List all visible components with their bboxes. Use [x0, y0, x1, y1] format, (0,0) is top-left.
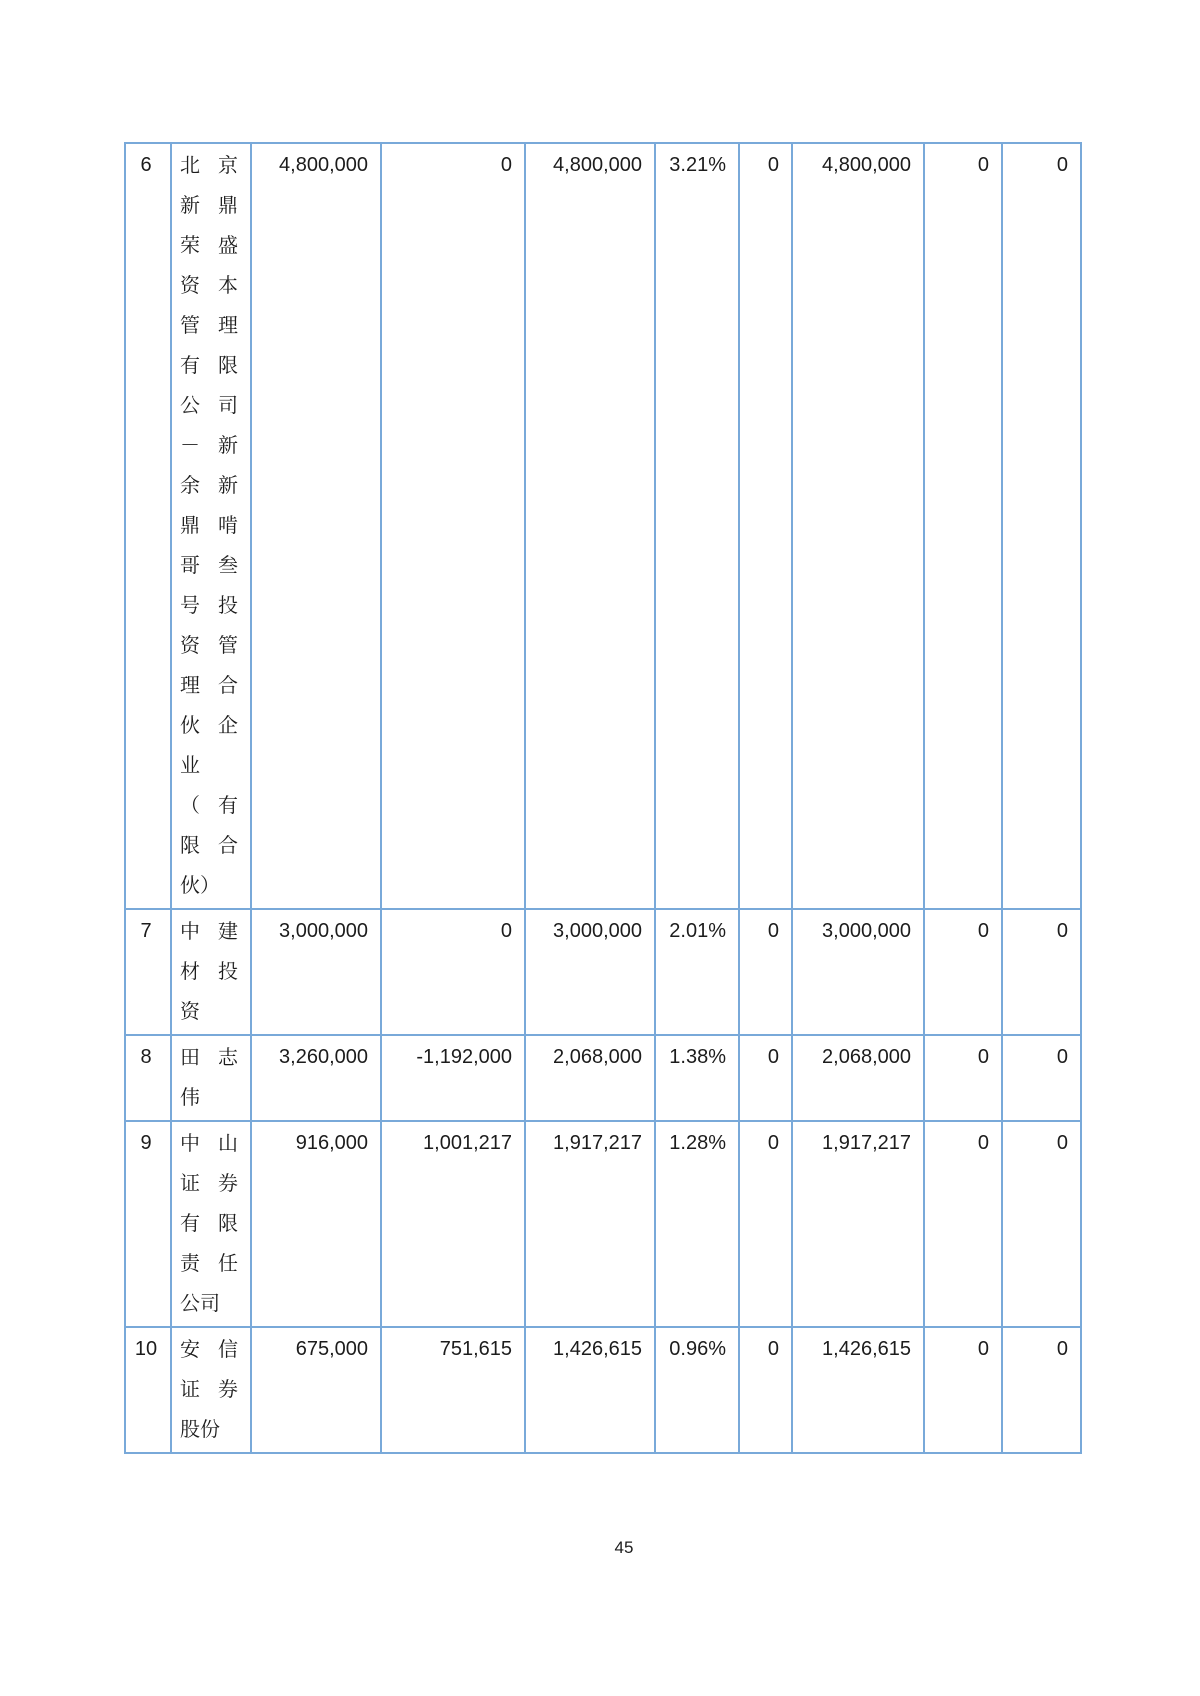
cell-value: 916,000	[251, 1121, 381, 1327]
table-row	[125, 1121, 1081, 1327]
cell-value: 1,426,615	[525, 1327, 655, 1453]
cell-value: 0	[1002, 143, 1081, 909]
cell-value: 0	[1002, 1035, 1081, 1121]
cell-rank: 10	[125, 1327, 171, 1453]
cell-value: 0	[1002, 909, 1081, 1035]
cell-shareholder-name: 田志伟	[171, 1035, 251, 1121]
cell-value: 1,917,217	[525, 1121, 655, 1327]
cell-percentage: 2.01%	[655, 909, 739, 1035]
cell-value: 0	[381, 909, 525, 1035]
table-row	[125, 909, 1081, 1035]
cell-value: 0	[1002, 1121, 1081, 1327]
cell-rank: 9	[125, 1121, 171, 1327]
cell-value: 2,068,000	[525, 1035, 655, 1121]
cell-percentage: 3.21%	[655, 143, 739, 909]
cell-value: -1,192,000	[381, 1035, 525, 1121]
cell-value: 0	[924, 909, 1002, 1035]
cell-value: 0	[924, 1035, 1002, 1121]
table-row	[125, 1327, 1081, 1453]
cell-value: 0	[924, 1327, 1002, 1453]
cell-value: 0	[739, 1121, 792, 1327]
cell-value: 2,068,000	[792, 1035, 924, 1121]
cell-value: 0	[739, 909, 792, 1035]
cell-value: 4,800,000	[792, 143, 924, 909]
cell-percentage: 0.96%	[655, 1327, 739, 1453]
cell-value: 3,000,000	[792, 909, 924, 1035]
cell-value: 4,800,000	[251, 143, 381, 909]
cell-value: 0	[739, 143, 792, 909]
cell-value: 1,426,615	[792, 1327, 924, 1453]
cell-value: 1,001,217	[381, 1121, 525, 1327]
cell-value: 0	[924, 1121, 1002, 1327]
cell-value: 3,260,000	[251, 1035, 381, 1121]
shareholders-table	[124, 142, 1082, 1454]
cell-rank: 7	[125, 909, 171, 1035]
page-number: 45	[614, 1538, 634, 1557]
cell-shareholder-name: 北京新鼎荣盛资本管理有限公司－新余新鼎啃哥叁号投资管理合伙企业（有限合伙）	[171, 143, 251, 909]
cell-percentage: 1.28%	[655, 1121, 739, 1327]
cell-shareholder-name: 中山证券有限责任公司	[171, 1121, 251, 1327]
cell-value: 0	[739, 1035, 792, 1121]
table-row	[125, 1035, 1081, 1121]
cell-percentage: 1.38%	[655, 1035, 739, 1121]
cell-value: 675,000	[251, 1327, 381, 1453]
cell-value: 0	[381, 143, 525, 909]
cell-value: 751,615	[381, 1327, 525, 1453]
cell-shareholder-name: 安信证券股份	[171, 1327, 251, 1453]
cell-value: 0	[1002, 1327, 1081, 1453]
table-row	[125, 143, 1081, 909]
cell-value: 3,000,000	[251, 909, 381, 1035]
cell-value: 4,800,000	[525, 143, 655, 909]
cell-value: 3,000,000	[525, 909, 655, 1035]
cell-shareholder-name: 中建材投资	[171, 909, 251, 1035]
cell-value: 1,917,217	[792, 1121, 924, 1327]
cell-rank: 6	[125, 143, 171, 909]
cell-rank: 8	[125, 1035, 171, 1121]
cell-value: 0	[924, 143, 1002, 909]
cell-value: 0	[739, 1327, 792, 1453]
